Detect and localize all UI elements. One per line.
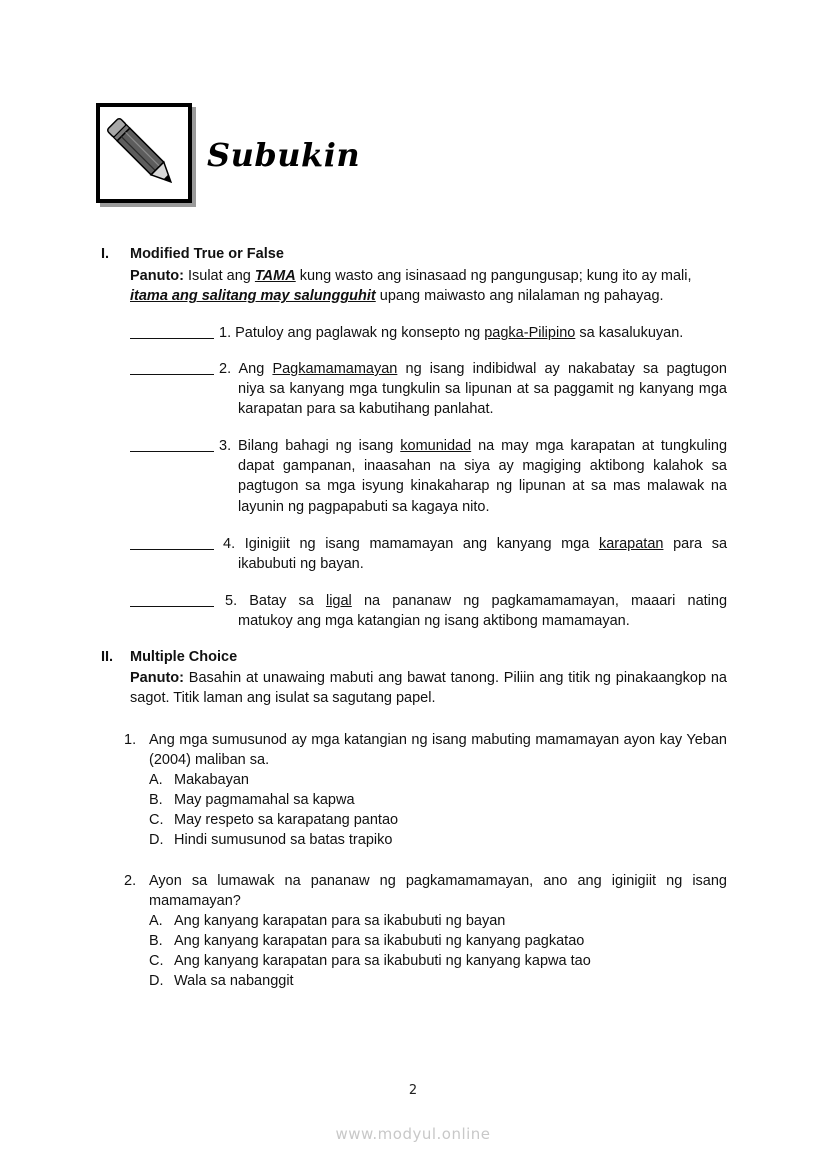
section-2-instruction [130,668,727,709]
question-number: 1. [124,732,137,748]
tf-item-5 [130,591,727,633]
item-number: 4. [223,536,236,552]
item-text: Ang [238,361,273,377]
pencil-icon [104,111,184,195]
option-c[interactable] [149,810,398,830]
option-letter: D. [149,832,164,848]
item-number: 3. [219,438,232,454]
instruction-label: Panuto: [130,268,184,284]
answer-blank[interactable] [130,359,214,375]
item-text: sa kasalukuyan. [575,325,684,341]
option-text: May pagmamahal sa kapwa [174,792,355,808]
page-number: 2 [408,1083,418,1098]
option-letter: B. [149,792,163,808]
question-number: 2. [124,873,137,889]
item-text: ng isang indibidwal ay nakabatay sa pagtugon [397,361,727,377]
page-title: Subukin [207,136,361,174]
answer-blank[interactable] [130,534,214,550]
item-number: 2. [219,361,232,377]
option-b[interactable] [149,931,584,951]
tf-item-text [219,436,727,456]
answer-blank[interactable] [130,323,214,339]
instruction-text: kung wasto ang isinasaad ng pangungusap; kung ito ay mali, [295,268,692,284]
item-text: na may mga karapatan at tungkuling [471,438,728,454]
tf-item-text [219,323,727,343]
item-text: Bilang bahagi ng isang [238,438,401,454]
tf-item-continuation: niya sa kanyang mga tungkulin sa lipunan at sa paggamit ng kanyang mga karapatan para sa kabutihang panlahat. [238,381,727,418]
option-text: Ang kanyang karapatan para sa ikabubuti ng kanyang pagkatao [174,933,585,949]
option-b[interactable] [149,790,355,810]
question-text: Ang mga sumusunod ay mga katangian ng isang mabuting mamamayan ayon kay Yeban (2004) maliban sa. [149,732,727,769]
section-2-title: Multiple Choice [130,649,238,665]
watermark: www.modyul.online [335,1125,491,1143]
option-text: Makabayan [174,772,249,788]
instruction-label: Panuto: [130,670,184,686]
item-number: 5. [225,593,238,609]
section-1-number: I. [101,246,110,262]
instruction-emphasis-itama: itama ang salitang may salungguhit [130,288,376,305]
item-text: Iginigiit ng isang mamamayan ang kanyang mga [244,536,599,552]
option-text: May respeto sa karapatang pantao [174,812,399,828]
option-letter: C. [149,953,164,969]
option-letter: A. [149,772,163,788]
item-text: Batay sa [249,593,326,609]
option-d[interactable] [149,830,392,850]
option-letter: B. [149,933,163,949]
item-text: para sa [663,536,728,552]
section-1-title: Modified True or False [130,246,284,262]
tf-item-continuation: ikabubuti ng bayan. [238,556,364,572]
option-a[interactable] [149,911,505,931]
tf-item-2 [130,359,727,421]
option-letter: C. [149,812,164,828]
option-text: Ang kanyang karapatan para sa ikabubuti ng bayan [174,913,506,929]
instruction-text: Isulat ang [183,268,255,284]
tf-item-text [223,534,727,554]
item-text: Patuloy ang paglawak ng konsepto ng [235,325,485,341]
option-text: Hindi sumusunod sa batas trapiko [174,832,393,848]
item-text: na pananaw ng pagkamamamayan, maaari nating [351,593,728,609]
answer-blank[interactable] [130,436,214,452]
tf-item-4 [130,534,727,576]
underlined-term: komunidad [400,438,472,454]
mc-question-2 [124,871,727,993]
underlined-term: ligal [325,593,352,609]
option-a[interactable] [149,770,249,790]
section-2-number: II. [101,649,114,665]
instruction-text: Basahin at unawaing mabuti ang bawat tanong. Piliin ang titik ng pinakaangkop na sagot. Titik laman ang isulat sa sagutang papel. [130,670,727,707]
tf-item-1 [130,323,727,345]
option-text: Wala sa nabanggit [174,973,294,989]
underlined-term: Pagkamamamayan [272,361,398,377]
mc-question-1 [124,730,727,852]
option-c[interactable] [149,951,591,971]
underlined-term: karapatan [598,536,664,552]
instruction-emphasis-tama: TAMA [254,268,296,284]
underlined-term: pagka-Pilipino [484,325,576,341]
pencil-icon-box [96,103,192,203]
instruction-text: upang maiwasto ang nilalaman ng pahayag. [375,288,664,305]
item-number: 1. [219,325,232,341]
tf-item-continuation: dapat gampanan, inaasahan na siya ay magiging aktibong kalahok sa pagtugon sa mga isyung kinakaharap ng lipunan at sa mas malawak na layunin ng pagpapabuti sa kagaya nito. [238,458,727,515]
tf-item-continuation: matukoy ang mga katangian ng isang aktibong mamamayan. [238,613,630,629]
section-1-instruction [130,266,727,307]
tf-item-text [225,591,727,611]
option-d[interactable] [149,971,294,991]
tf-item-text [219,359,727,379]
option-letter: D. [149,973,164,989]
option-letter: A. [149,913,163,929]
option-text: Ang kanyang karapatan para sa ikabubuti ng kanyang kapwa tao [174,953,591,969]
answer-blank[interactable] [130,591,214,607]
question-text: Ayon sa lumawak na pananaw ng pagkamamamayan, ano ang iginigiit ng isang mamamayan? [149,873,727,910]
tf-item-3 [130,436,727,518]
